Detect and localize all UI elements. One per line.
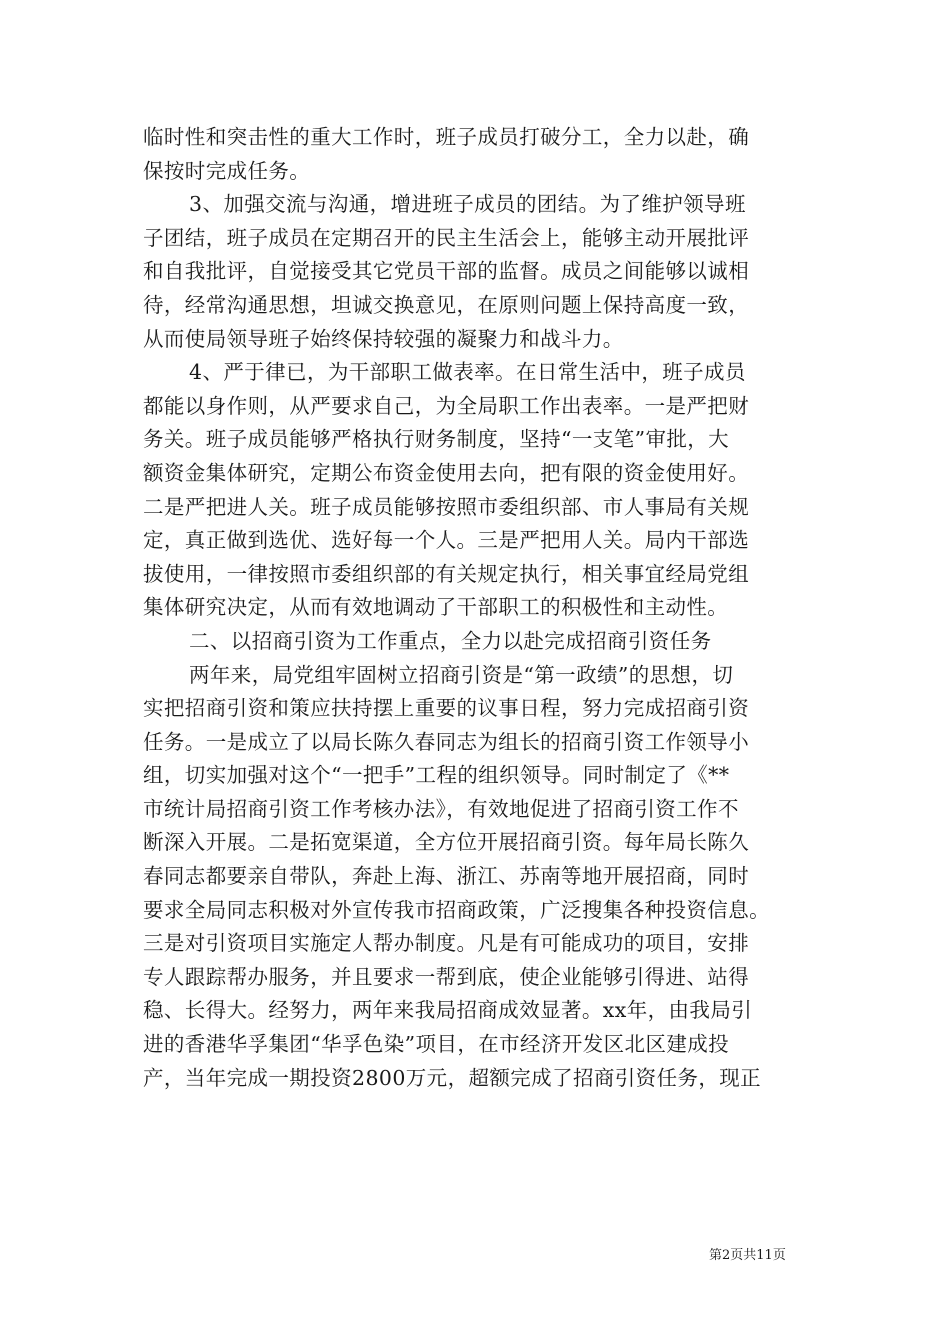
text-line: 要求全局同志积极对外宣传我市招商政策，广泛搜集各种投资信息。 [143,897,770,922]
text-line: 三是对引资项目实施定人帮办制度。凡是有可能成功的项目，安排 [143,931,750,956]
text-line: 4、严于律已，为干部职工做表率。在日常生活中，班子成员 [189,360,746,385]
text-line: 和自我批评，自觉接受其它党员干部的监督。成员之间能够以诚相 [143,259,750,284]
text-line: 进的香港华孚集团“华孚色染”项目，在市经济开发区北区建成投 [143,1032,730,1057]
text-line: 从而使局领导班子始终保持较强的凝聚力和战斗力。 [143,326,624,351]
text-line: 额资金集体研究，定期公布资金使用去向，把有限的资金使用好。 [143,460,750,485]
text-line: 定，真正做到选优、选好每一个人。三是严把用人关。局内干部选 [143,528,750,553]
text-line: 集体研究决定，从而有效地调动了干部职工的积极性和主动性。 [143,595,729,620]
text-line: 待，经常沟通思想，坦诚交换意见，在原则问题上保持高度一致， [143,292,750,317]
text-line: 3、加强交流与沟通，增进班子成员的团结。为了维护领导班 [189,192,746,217]
text-line: 临时性和突击性的重大工作时，班子成员打破分工，全力以赴，确 [143,125,750,149]
text-line: 实把招商引资和策应扶持摆上重要的议事日程，努力完成招商引资 [143,696,750,721]
text-line: 保按时完成任务。 [143,158,311,183]
text-line: 拔使用，一律按照市委组织部的有关规定执行，相关事宜经局党组 [143,561,750,586]
document-body [143,121,823,1095]
text-line: 稳、长得大。经努力，两年来我局招商成效显著。xx年，由我局引 [143,998,753,1023]
text-line: 组，切实加强对这个“一把手”工程的组织领导。同时制定了《** [143,763,730,788]
text-line: 两年来，局党组牢固树立招商引资是“第一政绩”的思想，切 [189,662,734,687]
text-line: 务关。班子成员能够严格执行财务制度，坚持“一支笔”审批，大 [143,427,730,452]
text-line: 任务。一是成立了以局长陈久春同志为组长的招商引资工作领导小 [143,729,750,754]
page-footer: 第2页共11页 [709,1248,786,1263]
text-line: 产，当年完成一期投资2800万元，超额完成了招商引资任务，现正 [143,1065,762,1090]
text-line: 都能以身作则，从严要求自己，为全局职工作出表率。一是严把财 [143,393,750,418]
text-line: 市统计局招商引资工作考核办法》，有效地促进了招商引资工作不 [143,796,739,821]
text-line: 断深入开展。二是拓宽渠道，全方位开展招商引资。每年局长陈久 [143,830,750,855]
text-line: 子团结，班子成员在定期召开的民主生活会上，能够主动开展批评 [143,225,750,250]
text-line: 二、以招商引资为工作重点，全力以赴完成招商引资任务 [189,628,712,653]
text-line: 春同志都要亲自带队，奔赴上海、浙江、苏南等地开展招商，同时 [143,864,750,889]
text-line: 专人跟踪帮办服务，并且要求一帮到底，使企业能够引得进、站得 [143,964,750,989]
text-line: 二是严把进人关。班子成员能够按照市委组织部、市人事局有关规 [143,494,750,519]
